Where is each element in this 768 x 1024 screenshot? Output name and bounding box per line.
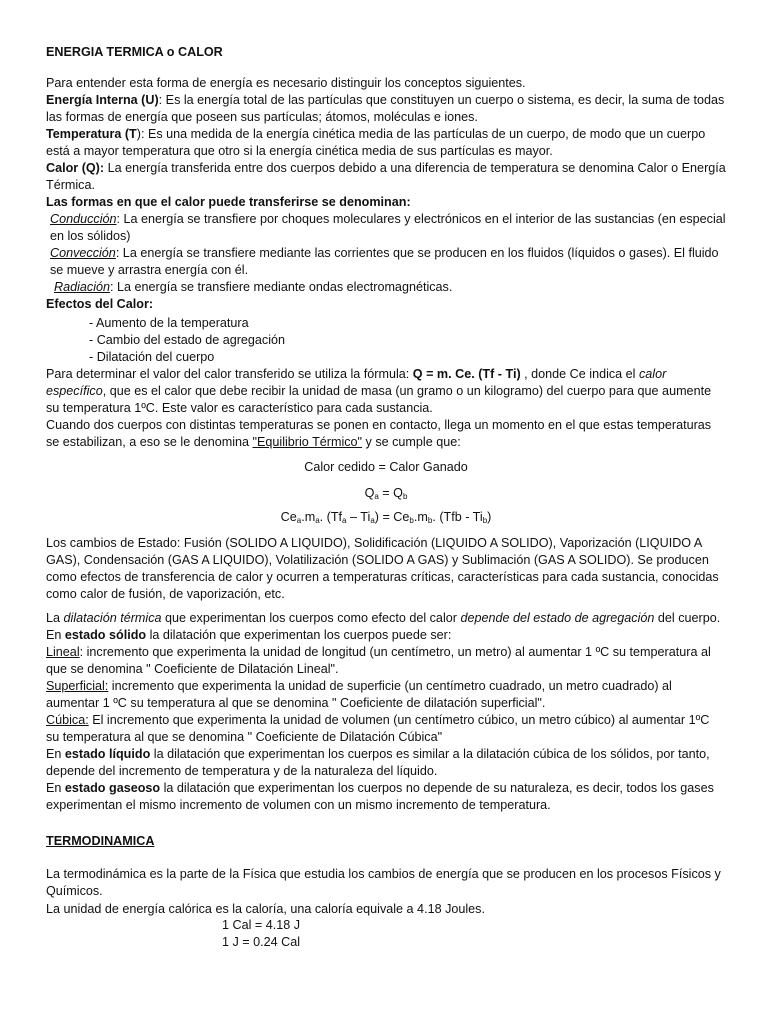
eq2-equals: = (378, 486, 394, 500)
equilibrio-paragraph (46, 417, 726, 451)
conduccion-term: Conducción (50, 212, 117, 226)
radiacion-paragraph (46, 279, 734, 296)
conversion-cal-to-joule: 1 Cal = 4.18 J (222, 918, 301, 932)
superficial-paragraph (46, 678, 726, 712)
energia-interna-text: : Es la energía total de las partículas que constituyen un cuerpo o sistema, es decir, la suma de todas las formas de energía que poseen sus partículas; átomos, moléculas e iones. (46, 93, 725, 124)
equilibrio-term: "Equilibrio Térmico" (252, 434, 363, 449)
cubica-text: El incremento que experimenta la unidad de volumen (un centímetro cúbico, un metro cúbico) al aumentar 1ºC su temperatura al que se denomina " Coeficiente de Dilatación Cúbica" (46, 713, 710, 744)
eq3-sub: a (342, 516, 347, 525)
gaseoso-text: En (46, 781, 65, 795)
eq3-part: Ce (280, 510, 297, 524)
cubica-term: Cúbica: (46, 713, 89, 727)
dilatacion-text: que experimentan los cuerpos como efecto del calor (161, 611, 461, 625)
eq3-part: ) = Ce (374, 510, 410, 524)
dilatacion-text: La (46, 611, 64, 625)
eq2-sub-b: b (402, 492, 408, 501)
liquido-paragraph (46, 746, 726, 780)
energia-interna-term: Energía Interna (U) (46, 93, 159, 107)
conveccion-paragraph (46, 245, 730, 279)
efecto-item: - Aumento de la temperatura (89, 316, 249, 330)
eq3-part: .m (413, 510, 428, 524)
formula-tail-text: , que es el calor que debe recibir la unidad de masa (un gramo o un kilogramo) del cuerpo para que aumente su temperatura 1ºC. Este valor es característico para cada sustancia. (46, 383, 712, 415)
intro-paragraph: Para entender esta forma de energía es necesario distinguir los conceptos siguientes. (46, 76, 526, 90)
caloria-paragraph: La unidad de energía calórica es la caloría, una caloría equivale a 4.18 Joules. (46, 902, 485, 916)
eq2-sub-a: a (374, 492, 379, 501)
equation-ce-balance (46, 509, 726, 526)
conduccion-text: : La energía se transfiere por choques moleculares y electrónicos en el interior de las sustancias (en especial en los sólidos) (50, 212, 726, 243)
eq3-sub: a (296, 516, 302, 525)
dilatacion-italic: depende del estado de agregación (460, 611, 655, 625)
temperatura-text: ): Es una medida de la energía cinética media de las partículas de un cuerpo, de modo que un cuerpo está a mayor temperatura que otro si la energía cinética media de sus partículas es mayor. (46, 127, 706, 158)
termodinamica-paragraph: La termodinámica es la parte de la Física que estudia los cambios de energía que se producen en los procesos Físicos y Químicos. (46, 867, 721, 898)
solido-paragraph (46, 627, 726, 644)
eq3-part: – Ti (346, 510, 371, 524)
eq2-q-a: Q (364, 486, 375, 500)
liquido-text: En (46, 747, 65, 761)
dilatacion-term: dilatación térmica (63, 611, 162, 625)
efecto-item: - Cambio del estado de agregación (89, 333, 286, 347)
eq3-part: ) (487, 510, 492, 524)
calor-term: Calor (Q): (46, 161, 105, 175)
eq3-part: . (Tfb - Ti (432, 510, 483, 524)
page-title: ENERGIA TERMICA o CALOR (46, 45, 223, 59)
formula-intro-text: Para determinar el valor del calor transferido se utiliza la fórmula: (46, 367, 413, 381)
gaseoso-term: estado gaseoso (64, 781, 161, 795)
gaseoso-text: la dilatación que experimentan los cuerpos no depende de su naturaleza, es decir, todos los gases experimentan el mismo incremento de volumen con un mismo incremento de temperatura. (46, 781, 714, 812)
heat-formula: Q = m. Ce. (Tf - Ti) (412, 367, 521, 381)
liquido-term: estado líquido (64, 747, 151, 761)
liquido-text: la dilatación que experimentan los cuerpos es similar a la dilatación cúbica de los sólidos, por tanto, depende del incremento de temperatura y de la naturaleza del líquido. (46, 747, 710, 778)
lineal-term: Lineal (46, 645, 80, 659)
radiacion-term: Radiación (54, 280, 111, 294)
solido-term: estado sólido (64, 628, 147, 642)
solido-text: la dilatación que experimentan los cuerpos puede ser: (146, 628, 452, 642)
eq3-sub: b (482, 516, 488, 525)
equation-q-balance (46, 485, 726, 502)
eq3-part: .m (301, 510, 316, 524)
solido-text: En (46, 628, 65, 642)
equilibrio-intro-text: Cuando dos cuerpos con distintas temperaturas se ponen en contacto, llega un momento en el que estas temperaturas se estabilizan, a eso se le denomina (46, 418, 712, 449)
calor-text: La energía transferida entre dos cuerpos debido a una diferencia de temperatura se denomina Calor o Energía Térmica. (46, 161, 726, 192)
temperatura-term: Temperatura (T (46, 127, 137, 141)
efecto-item: - Dilatación del cuerpo (89, 350, 215, 364)
eq2-q-b: Q (393, 486, 403, 500)
conveccion-text: : La energía se transfiere mediante las corrientes que se producen en los fluidos (líquidos o gases). El fluido se mueve y arrastra energía con él. (50, 246, 719, 277)
radiacion-text: : La energía se transfiere mediante ondas electromagnéticas. (110, 280, 453, 294)
conveccion-term: Convección (50, 246, 116, 260)
eq3-sub: a (370, 516, 375, 525)
efectos-heading: Efectos del Calor: (46, 297, 154, 311)
dilatacion-paragraph (46, 610, 726, 627)
formas-heading: Las formas en que el calor puede transferirse se denominan: (46, 195, 411, 209)
energia-interna-paragraph (46, 92, 726, 126)
eq3-sub: b (409, 516, 414, 525)
formula-mid-text: , donde Ce indica el (520, 367, 639, 381)
lineal-text: : incremento que experimenta la unidad de longitud (un centímetro, un metro) al aumentar 1 ºC su temperatura al que se denomina " Coeficiente de Dilatación Lineal". (46, 645, 711, 676)
cubica-paragraph (46, 712, 726, 746)
formula-paragraph (46, 366, 726, 417)
lineal-paragraph (46, 644, 726, 678)
calor-paragraph (46, 160, 726, 194)
eq3-part: . (Tf (319, 510, 343, 524)
termodinamica-heading: TERMODINAMICA (46, 834, 155, 848)
superficial-term: Superficial: (46, 679, 109, 693)
temperatura-paragraph (46, 126, 726, 160)
dilatacion-text: del cuerpo. (654, 611, 721, 625)
equilibrio-tail-text: y se cumple que: (362, 434, 461, 449)
gaseoso-paragraph (46, 780, 726, 814)
calor-especifico-term: calor específico (46, 367, 667, 398)
equation-calor-cedido: Calor cedido = Calor Ganado (304, 460, 468, 474)
eq3-sub: a (315, 516, 320, 525)
cambios-estado-paragraph: Los cambios de Estado: Fusión (SOLIDO A LIQUIDO), Solidificación (LIQUIDO A SOLIDO), Vaporización (LIQUIDO A GAS), Condensación (GAS A LIQUIDO), Volatilización (SOLIDO A GAS) y Sublimación (GAS A SOLIDO). Se producen como efectos de transferencia de calor y ocurren a temperaturas críticas, características para cada sustancia, conocidas como calor de fusión, de vaporización, etc. (46, 536, 719, 601)
superficial-text: incremento que experimenta la unidad de superficie (un centímetro cuadrado, un metro cuadrado) al aumentar 1 ºC su temperatura al que se denomina " Coeficiente de dilatación superficial". (46, 679, 672, 710)
conversion-joule-to-cal: 1 J = 0.24 Cal (222, 935, 301, 949)
conduccion-paragraph (46, 211, 730, 245)
eq3-sub: b (427, 516, 433, 525)
